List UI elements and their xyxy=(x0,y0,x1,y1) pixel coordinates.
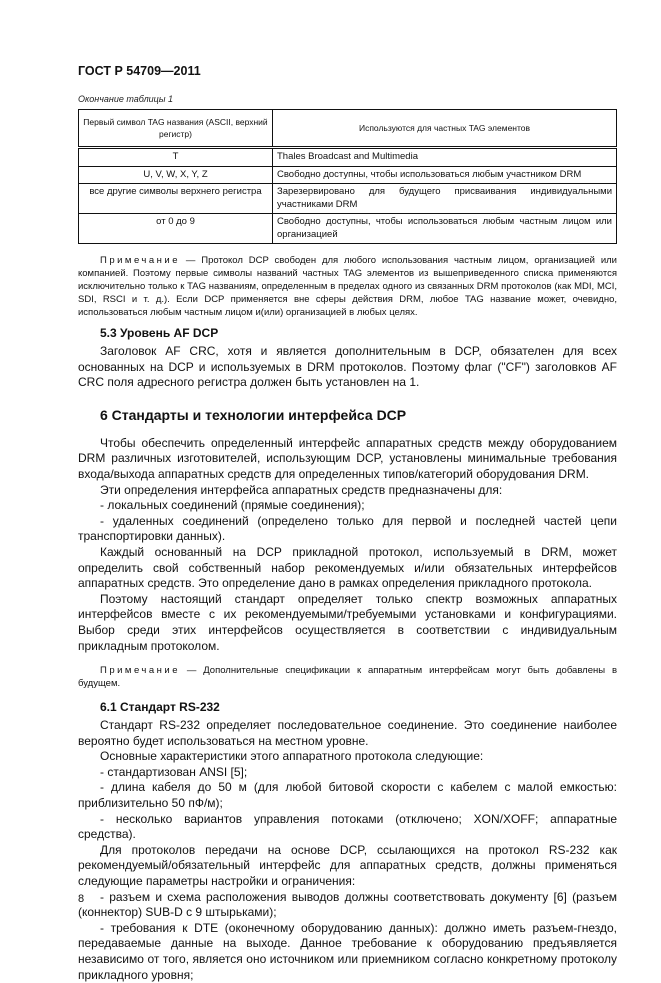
table-header: Используются для частных TAG элементов xyxy=(273,110,617,148)
table-caption: Окончание таблицы 1 xyxy=(78,94,173,104)
tag-table xyxy=(78,109,617,244)
table-cell: все другие символы верхнего регистра xyxy=(79,184,273,214)
table-cell: Thales Broadcast and Multimedia xyxy=(273,148,617,167)
list-item: - несколько вариантов управления потоками (отключено; XON/XOFF; аппаратные средства). xyxy=(78,811,617,842)
note-label: Примечание xyxy=(100,255,180,266)
table-header: Первый символ TAG названия (ASCII, верхний регистр) xyxy=(79,110,273,148)
note-text: — Протокол DCP свободен для любого использования частным лицом, организацией или компанией. Поэтому первые символы названий частных TAG элементов из вышеприведенного списка применяются исключительно только к TAG названиям, определенным в пределах одного из связанных DRM протоколов (как MDI, MCI, SDI, RSCI и т. д.). Если DCP применяется вне сферы действия DRM, любое TAG название может, очевидно, использоваться любым частным лицом и(или) организацией в любых целях. xyxy=(78,255,617,318)
note xyxy=(78,254,617,319)
table-cell: от 0 до 9 xyxy=(79,214,273,244)
paragraph: Основные характеристики этого аппаратного протокола следующие: xyxy=(100,749,484,764)
list-item: - удаленных соединений (определено только для первой и последней частей цепи транспортировки данных). xyxy=(78,513,617,544)
paragraph: Чтобы обеспечить определенный интерфейс аппаратных средств между оборудованием DRM различных изготовителей, использующим DCP, установлены минимальные требования входа/выхода аппаратных средств для определенных типов/категорий оборудования DRM. xyxy=(78,435,617,481)
note-text: — Дополнительные спецификации к аппаратным интерфейсам могут быть добавлены в будущем. xyxy=(78,665,617,690)
paragraph: Каждый основанный на DCP прикладной протокол, используемый в DRM, может определить свой собственный набор рекомендуемых и/или обязательных интерфейсов аппаратных средств. Это определение дано в рамках определения прикладного протокола. xyxy=(78,544,617,591)
paragraph: Поэтому настоящий стандарт определяет только спектр возможных аппаратных интерфейсов вместе с их рекомендуемыми/требуемыми установками и конфигурациями. Выбор среди этих интерфейсов осуществляется в соответствии с индивидуальным прикладным протоколом. xyxy=(78,591,617,653)
note xyxy=(78,664,617,690)
list-item: - стандартизован ANSI [5]; xyxy=(100,764,248,779)
list-item: - локальных соединений (прямые соединения); xyxy=(100,498,365,513)
table-cell: Зарезервировано для будущего присваивания индивидуальными участниками DRM xyxy=(273,184,617,214)
table-cell: Свободно доступны, чтобы использоваться любым участником DRM xyxy=(273,166,617,184)
table-row xyxy=(79,184,617,214)
section-heading: 6 Стандарты и технологии интерфейса DCP xyxy=(100,406,407,423)
list-item: - требования к DTE (оконечному оборудованию данных): должно иметь разъем-гнездо, передаваемые данные на выходе. Данное требование к оборудованию предъявляется независимо от того, является оно источником или приемником согласно конкретному протоколу прикладного уровня; xyxy=(78,920,617,982)
table-row xyxy=(79,214,617,244)
section-heading: 5.3 Уровень AF DCP xyxy=(100,326,219,340)
paragraph: Заголовок AF CRC, хотя и является дополнительным в DCP, обязателен для всех основанных на DCP и используемых в DRM протоколов. Поэтому флаг ("CF") заголовков AF CRC поля адресного регистра должен быть установлен на 1. xyxy=(78,344,617,390)
table-cell: T xyxy=(79,148,273,167)
paragraph: Эти определения интерфейса аппаратных средств предназначены для: xyxy=(100,482,503,497)
list-item: - разъем и схема расположения выводов должны соответствовать документу [6] (разъем (коннектор) SUB-D с 9 штырьками); xyxy=(78,889,617,920)
section-heading: 6.1 Стандарт RS-232 xyxy=(100,700,220,715)
table-cell: Свободно доступны, чтобы использоваться любым частным лицом или организацией xyxy=(273,214,617,244)
table-cell: U, V, W, X, Y, Z xyxy=(79,166,273,184)
page-number: 8 xyxy=(78,893,85,905)
document-page xyxy=(78,64,617,983)
document-title: ГОСТ Р 54709—2011 xyxy=(78,64,201,78)
paragraph: Для протоколов передачи на основе DCP, ссылающихся на протокол RS-232 как рекомендуемый/обязательный интерфейс для аппаратных средств, должны применяться следующие параметры настройки и ограничения: xyxy=(78,842,617,889)
note-label: Примечание xyxy=(100,665,180,677)
paragraph: Стандарт RS-232 определяет последовательное соединение. Это соединение наиболее вероятно будет использоваться на местном уровне. xyxy=(78,718,617,748)
table-row xyxy=(79,148,617,167)
list-item: - длина кабеля до 50 м (для любой битовой скорости с кабелем с малой емкостью: приблизительно 50 пФ/м); xyxy=(78,780,617,811)
table-row xyxy=(79,166,617,184)
